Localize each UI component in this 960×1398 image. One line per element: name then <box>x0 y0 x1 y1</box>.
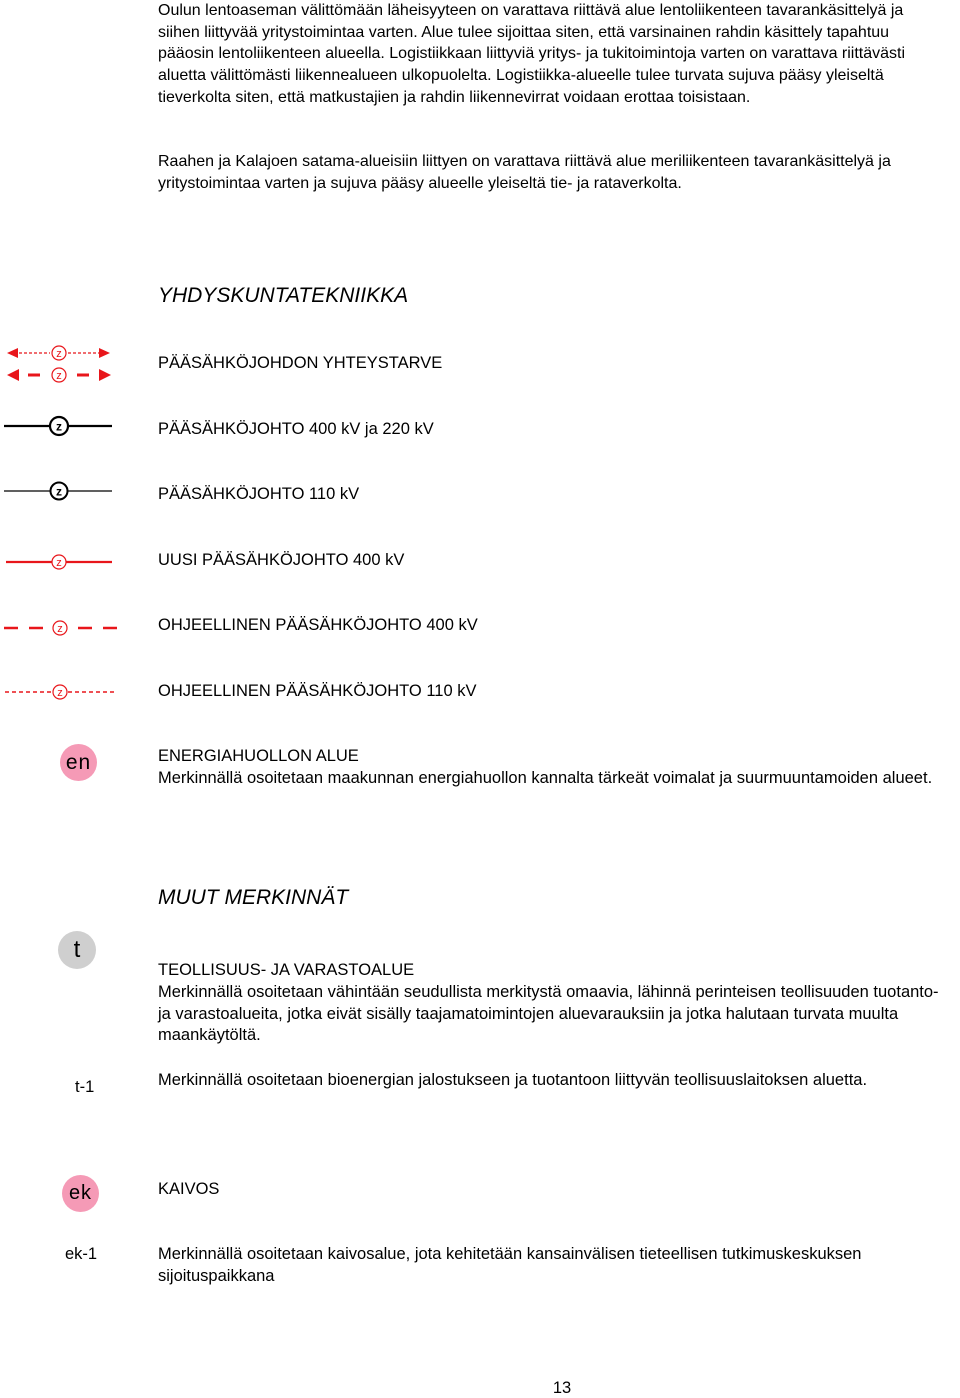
industry-sub-code: t-1 <box>75 1078 95 1096</box>
paragraph-harbor-areas: Raahen ja Kalajoen satama-alueisiin liittyen on varattava riittävä alue meriliikenteen tavarankäsittelyä ja yritystoimintaa varten ja sujuva pääsy alueelle yleiseltä tie- ja rataverkolta. <box>158 153 891 192</box>
legend-label-indicative-400: OHJEELLINEN PÄÄSÄHKÖJOHTO 400 kV <box>158 616 478 634</box>
legend-label-400-220: PÄÄSÄHKÖJOHTO 400 kV ja 220 kV <box>158 420 434 438</box>
power-line-400-220-icon <box>0 414 120 438</box>
new-power-line-400-icon <box>0 550 120 574</box>
svg-text:z: z <box>57 623 63 635</box>
mine-sub-description: Merkinnällä osoitetaan kaivosalue, jota kehitetään kansainvälisen tieteellisen tutkimuskeskuksen sijoituspaikkana <box>158 1245 862 1285</box>
svg-text:z: z <box>56 557 62 569</box>
mine-sub-code: ek-1 <box>65 1245 98 1263</box>
indicative-power-line-400-icon <box>0 616 120 640</box>
energy-area-symbol: en <box>60 744 97 781</box>
svg-text:z: z <box>57 687 63 699</box>
energy-area-description: Merkinnällä osoitetaan maakunnan energiahuollon kannalta tärkeät voimalat ja suurmuuntamoiden alueet. <box>158 769 933 787</box>
power-line-connection-need-icon <box>0 340 120 388</box>
legend-label-110: PÄÄSÄHKÖJOHTO 110 kV <box>158 485 360 503</box>
legend-label-new-400: UUSI PÄÄSÄHKÖJOHTO 400 kV <box>158 551 405 569</box>
mine-symbol: ek <box>62 1175 99 1212</box>
industry-area-symbol: t <box>58 931 96 969</box>
section-heading-muut-merkinnat: MUUT MERKINNÄT <box>158 886 349 909</box>
svg-text:z: z <box>56 348 62 360</box>
power-line-110-icon <box>0 479 120 503</box>
svg-text:z: z <box>56 419 62 434</box>
page-number: 13 <box>552 1379 572 1397</box>
industry-area-title: TEOLLISUUS- JA VARASTOALUE <box>158 961 415 979</box>
legend-label-connection-need: PÄÄSÄHKÖJOHDON YHTEYSTARVE <box>158 354 443 372</box>
section-heading-yhdyskuntatekniikka: YHDYSKUNTATEKNIIKKA <box>158 284 409 307</box>
paragraph-airport-logistics: Oulun lentoaseman välittömään läheisyyteen on varattava riittävä alue lentoliikenteen tavarankäsittelyä ja siihen liittyvää yritystoimintaa varten. Alue tulee sijoittaa siten, että varsinainen rahdin käsittely tapahtuu pääosin lentoliikenteen alueella. Logistiikkaan liittyviä yritys- ja tukitoimintoja varten on varattava riittävästi aluetta välittömästi liikennealueen ulkopuolelta. Logistiikka-alueelle tulee turvata sujuva pääsy yleiseltä tieverkolta siten, että matkustajien ja rahdin liikennevirrat voidaan erottaa toisistaan. <box>158 2 906 106</box>
legend-label-indicative-110: OHJEELLINEN PÄÄSÄHKÖJOHTO 110 kV <box>158 682 477 700</box>
energy-area-title: ENERGIAHUOLLON ALUE <box>158 747 359 765</box>
indicative-power-line-110-icon <box>0 680 120 704</box>
industry-sub-description: Merkinnällä osoitetaan bioenergian jalostukseen ja tuotantoon liittyvän teollisuuslaitoksen aluetta. <box>158 1071 868 1089</box>
mine-title: KAIVOS <box>158 1180 220 1198</box>
svg-text:z: z <box>56 370 62 382</box>
svg-text:z: z <box>56 484 62 499</box>
industry-area-description: Merkinnällä osoitetaan vähintään seudullista merkitystä omaavia, lähinnä perinteisen teollisuuden tuotanto- ja varastoalueita, jotka eivät sisälly taajamatoimintojen aluevarauksiin ja jotka halutaan turvata muulta maankäytöltä. <box>158 983 939 1045</box>
